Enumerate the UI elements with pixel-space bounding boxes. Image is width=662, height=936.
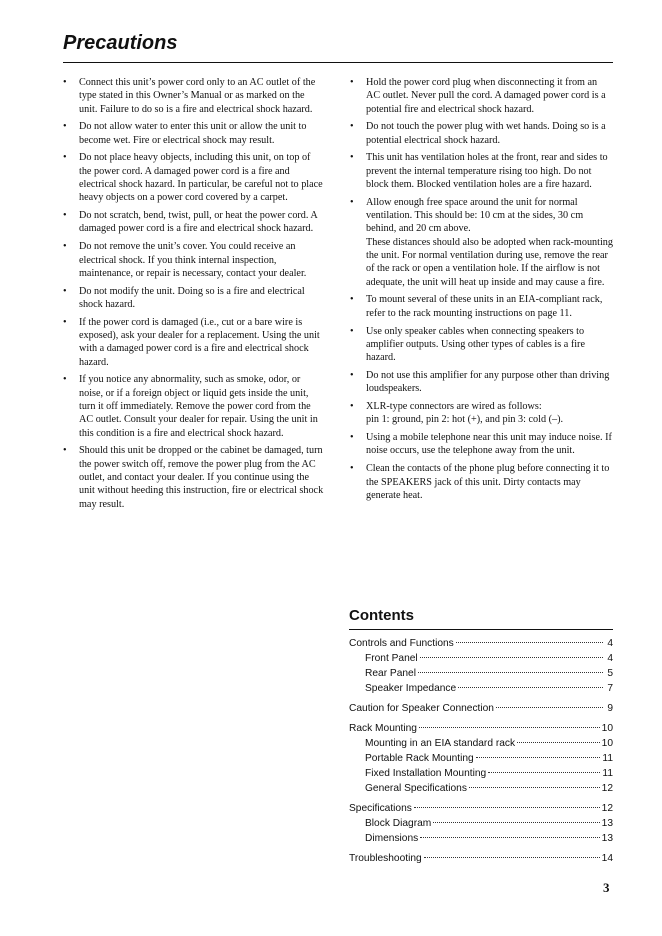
precaution-text: Hold the power cord plug when disconnecting it from an AC outlet. Never pull the cord. A damaged power cord is a potential fire and electrical shock hazard. xyxy=(366,77,606,115)
toc-label: Controls and Functions xyxy=(349,638,454,649)
precaution-item xyxy=(350,293,613,320)
toc-label: Caution for Speaker Connection xyxy=(349,703,494,714)
toc-group xyxy=(349,701,613,716)
toc-entry xyxy=(349,636,613,651)
toc-leader-dots xyxy=(456,642,603,643)
toc-leader-dots xyxy=(419,727,600,728)
precaution-text: Do not scratch, bend, twist, pull, or heat the power cord. A damaged power cord is a fire and electrical shock hazard. xyxy=(79,210,318,235)
precaution-item xyxy=(350,325,613,365)
precaution-item xyxy=(350,431,613,458)
toc-page-number: 13 xyxy=(601,818,613,829)
toc-subentry xyxy=(349,651,613,666)
toc-subentry xyxy=(349,681,613,696)
toc-leader-dots xyxy=(424,857,600,858)
precaution-item xyxy=(63,240,325,280)
precaution-text: Do not allow water to enter this unit or allow the unit to become wet. Fire or electrical shock may result. xyxy=(79,121,307,146)
toc-leader-dots xyxy=(420,657,603,658)
toc-label: Dimensions xyxy=(365,833,419,844)
toc-leader-dots xyxy=(488,772,600,773)
toc-leader-dots xyxy=(414,807,600,808)
precaution-item xyxy=(63,285,325,312)
toc-page-number: 14 xyxy=(601,853,613,864)
toc-subentry xyxy=(349,751,613,766)
toc-entry xyxy=(349,851,613,866)
contents-title: Contents xyxy=(349,607,414,624)
precaution-item xyxy=(350,76,613,116)
toc-label: Specifications xyxy=(349,803,412,814)
precaution-item xyxy=(63,373,325,439)
precaution-item xyxy=(63,120,325,147)
precaution-text: This unit has ventilation holes at the front, rear and sides to prevent the internal temperature rising too high. Do not block them. Blocked ventilation holes are a fire hazard. xyxy=(366,152,608,191)
toc-leader-dots xyxy=(458,687,603,688)
toc-group xyxy=(349,721,613,796)
toc-page-number: 12 xyxy=(601,803,613,814)
toc-page-number: 13 xyxy=(601,833,613,844)
toc-label: Fixed Installation Mounting xyxy=(365,768,487,779)
precaution-item xyxy=(63,444,325,510)
precaution-text: Connect this unit’s power cord only to an AC outlet of the type stated in this Owner’s Manual or as marked on the unit. Failure to do so is a fire and electrical shock hazard. xyxy=(79,77,316,115)
toc-leader-dots xyxy=(433,822,599,823)
toc-group xyxy=(349,636,613,696)
precaution-text: XLR-type connectors are wired as follows: xyxy=(366,401,542,413)
page-title: Precautions xyxy=(63,32,178,54)
toc-entry xyxy=(349,721,613,736)
precaution-item xyxy=(350,151,613,191)
toc-page-number: 4 xyxy=(607,638,613,649)
toc-page-number: 10 xyxy=(601,738,613,749)
toc-label: Troubleshooting xyxy=(349,853,422,864)
precaution-item xyxy=(350,120,613,147)
precaution-extra-text: These distances should also be adopted when rack-mounting the unit. For normal ventilation during use, remove the rear of the rack or open a ventilation hole. If the airflow is not adequate, the unit will heat up inside and may cause a fire. xyxy=(366,236,613,288)
toc-subentry xyxy=(349,666,613,681)
precaution-text: If the power cord is damaged (i.e., cut or a bare wire is exposed), ask your dealer for a replacement. Using the unit with a damaged power cord is a fire and electrical shock hazard. xyxy=(79,316,320,368)
precaution-text: Allow enough free space around the unit for normal ventilation. This should be: 10 cm at the sides, 30 cm behind, and 20 cm above. xyxy=(366,196,584,235)
precautions-right-column xyxy=(350,76,613,507)
precaution-text: Clean the contacts of the phone plug before connecting it to the SPEAKERS jack of this unit. Dirty contacts may generate heat. xyxy=(366,463,610,501)
toc-group xyxy=(349,851,613,866)
toc-label: Rack Mounting xyxy=(349,723,417,734)
toc-subentry xyxy=(349,736,613,751)
toc-subentry xyxy=(349,831,613,846)
precaution-text: Do not place heavy objects, including this unit, on top of the power cord. A damaged power cord is a fire and electrical shock hazard. In particular, be careful not to place heavy objects on a power cord covered by a carpet. xyxy=(79,152,323,204)
toc-label: Rear Panel xyxy=(365,668,416,679)
toc-subentry xyxy=(349,781,613,796)
table-of-contents xyxy=(349,636,613,871)
toc-leader-dots xyxy=(418,672,603,673)
precaution-item xyxy=(350,369,613,396)
precaution-text: To mount several of these units in an EIA-compliant rack, refer to the rack mounting instructions on page 11. xyxy=(366,294,603,319)
precaution-item xyxy=(350,196,613,289)
toc-label: Portable Rack Mounting xyxy=(365,753,474,764)
toc-label: Front Panel xyxy=(365,653,418,664)
title-divider xyxy=(63,62,613,63)
precaution-text: Do not use this amplifier for any purpose other than driving loudspeakers. xyxy=(366,369,610,395)
precaution-item xyxy=(350,400,613,427)
precaution-text: Use only speaker cables when connecting speakers to amplifier outputs. Using other types of cables is a fire hazard. xyxy=(366,325,585,364)
precaution-extra-text: pin 1: ground, pin 2: hot (+), and pin 3: cold (–). xyxy=(366,414,564,426)
toc-page-number: 12 xyxy=(601,783,613,794)
toc-leader-dots xyxy=(469,787,600,788)
page-number: 3 xyxy=(603,880,610,895)
toc-label: General Specifications xyxy=(365,783,467,794)
toc-page-number: 11 xyxy=(602,753,613,764)
precaution-item xyxy=(63,151,325,204)
toc-page-number: 10 xyxy=(601,723,613,734)
precautions-left-column xyxy=(63,76,325,515)
toc-page-number: 11 xyxy=(602,768,613,779)
toc-entry xyxy=(349,801,613,816)
toc-page-number: 5 xyxy=(607,668,613,679)
toc-label: Speaker Impedance xyxy=(365,683,457,694)
toc-leader-dots xyxy=(496,707,603,708)
precaution-text: If you notice any abnormality, such as smoke, odor, or noise, or if a foreign object or liquid gets inside the unit, turn it off immediately. Remove the power cord from the AC outlet. Consult your dealer for repair. Using the unit in this condition is a fire and electrical shock hazard. xyxy=(79,374,318,439)
toc-label: Block Diagram xyxy=(365,818,432,829)
toc-subentry xyxy=(349,816,613,831)
toc-label: Mounting in an EIA standard rack xyxy=(365,738,516,749)
precaution-item xyxy=(63,76,325,116)
contents-divider xyxy=(349,629,613,630)
toc-page-number: 9 xyxy=(607,703,613,714)
precaution-text: Do not remove the unit’s cover. You could receive an electrical shock. If you think internal inspection, maintenance, or repair is necessary, contact your dealer. xyxy=(79,241,307,279)
precaution-item xyxy=(63,209,325,236)
toc-leader-dots xyxy=(517,742,600,743)
toc-group xyxy=(349,801,613,846)
precaution-text: Should this unit be dropped or the cabinet be damaged, turn the power switch off, remove the power plug from the AC outlet, and contact your dealer. If you continue using the unit without heeding this instruction, fire or electrical shock may result. xyxy=(79,445,324,510)
precaution-text: Do not touch the power plug with wet hands. Doing so is a potential electrical shock hazard. xyxy=(366,121,606,146)
precaution-text: Using a mobile telephone near this unit may induce noise. If noise occurs, use the telephone away from the unit. xyxy=(366,432,612,457)
precaution-item xyxy=(350,462,613,502)
precaution-item xyxy=(63,316,325,369)
toc-page-number: 7 xyxy=(607,683,613,694)
precaution-text: Do not modify the unit. Doing so is a fire and electrical shock hazard. xyxy=(79,285,305,310)
toc-page-number: 4 xyxy=(607,653,613,664)
toc-leader-dots xyxy=(476,757,601,758)
toc-leader-dots xyxy=(420,837,599,838)
toc-subentry xyxy=(349,766,613,781)
toc-entry xyxy=(349,701,613,716)
